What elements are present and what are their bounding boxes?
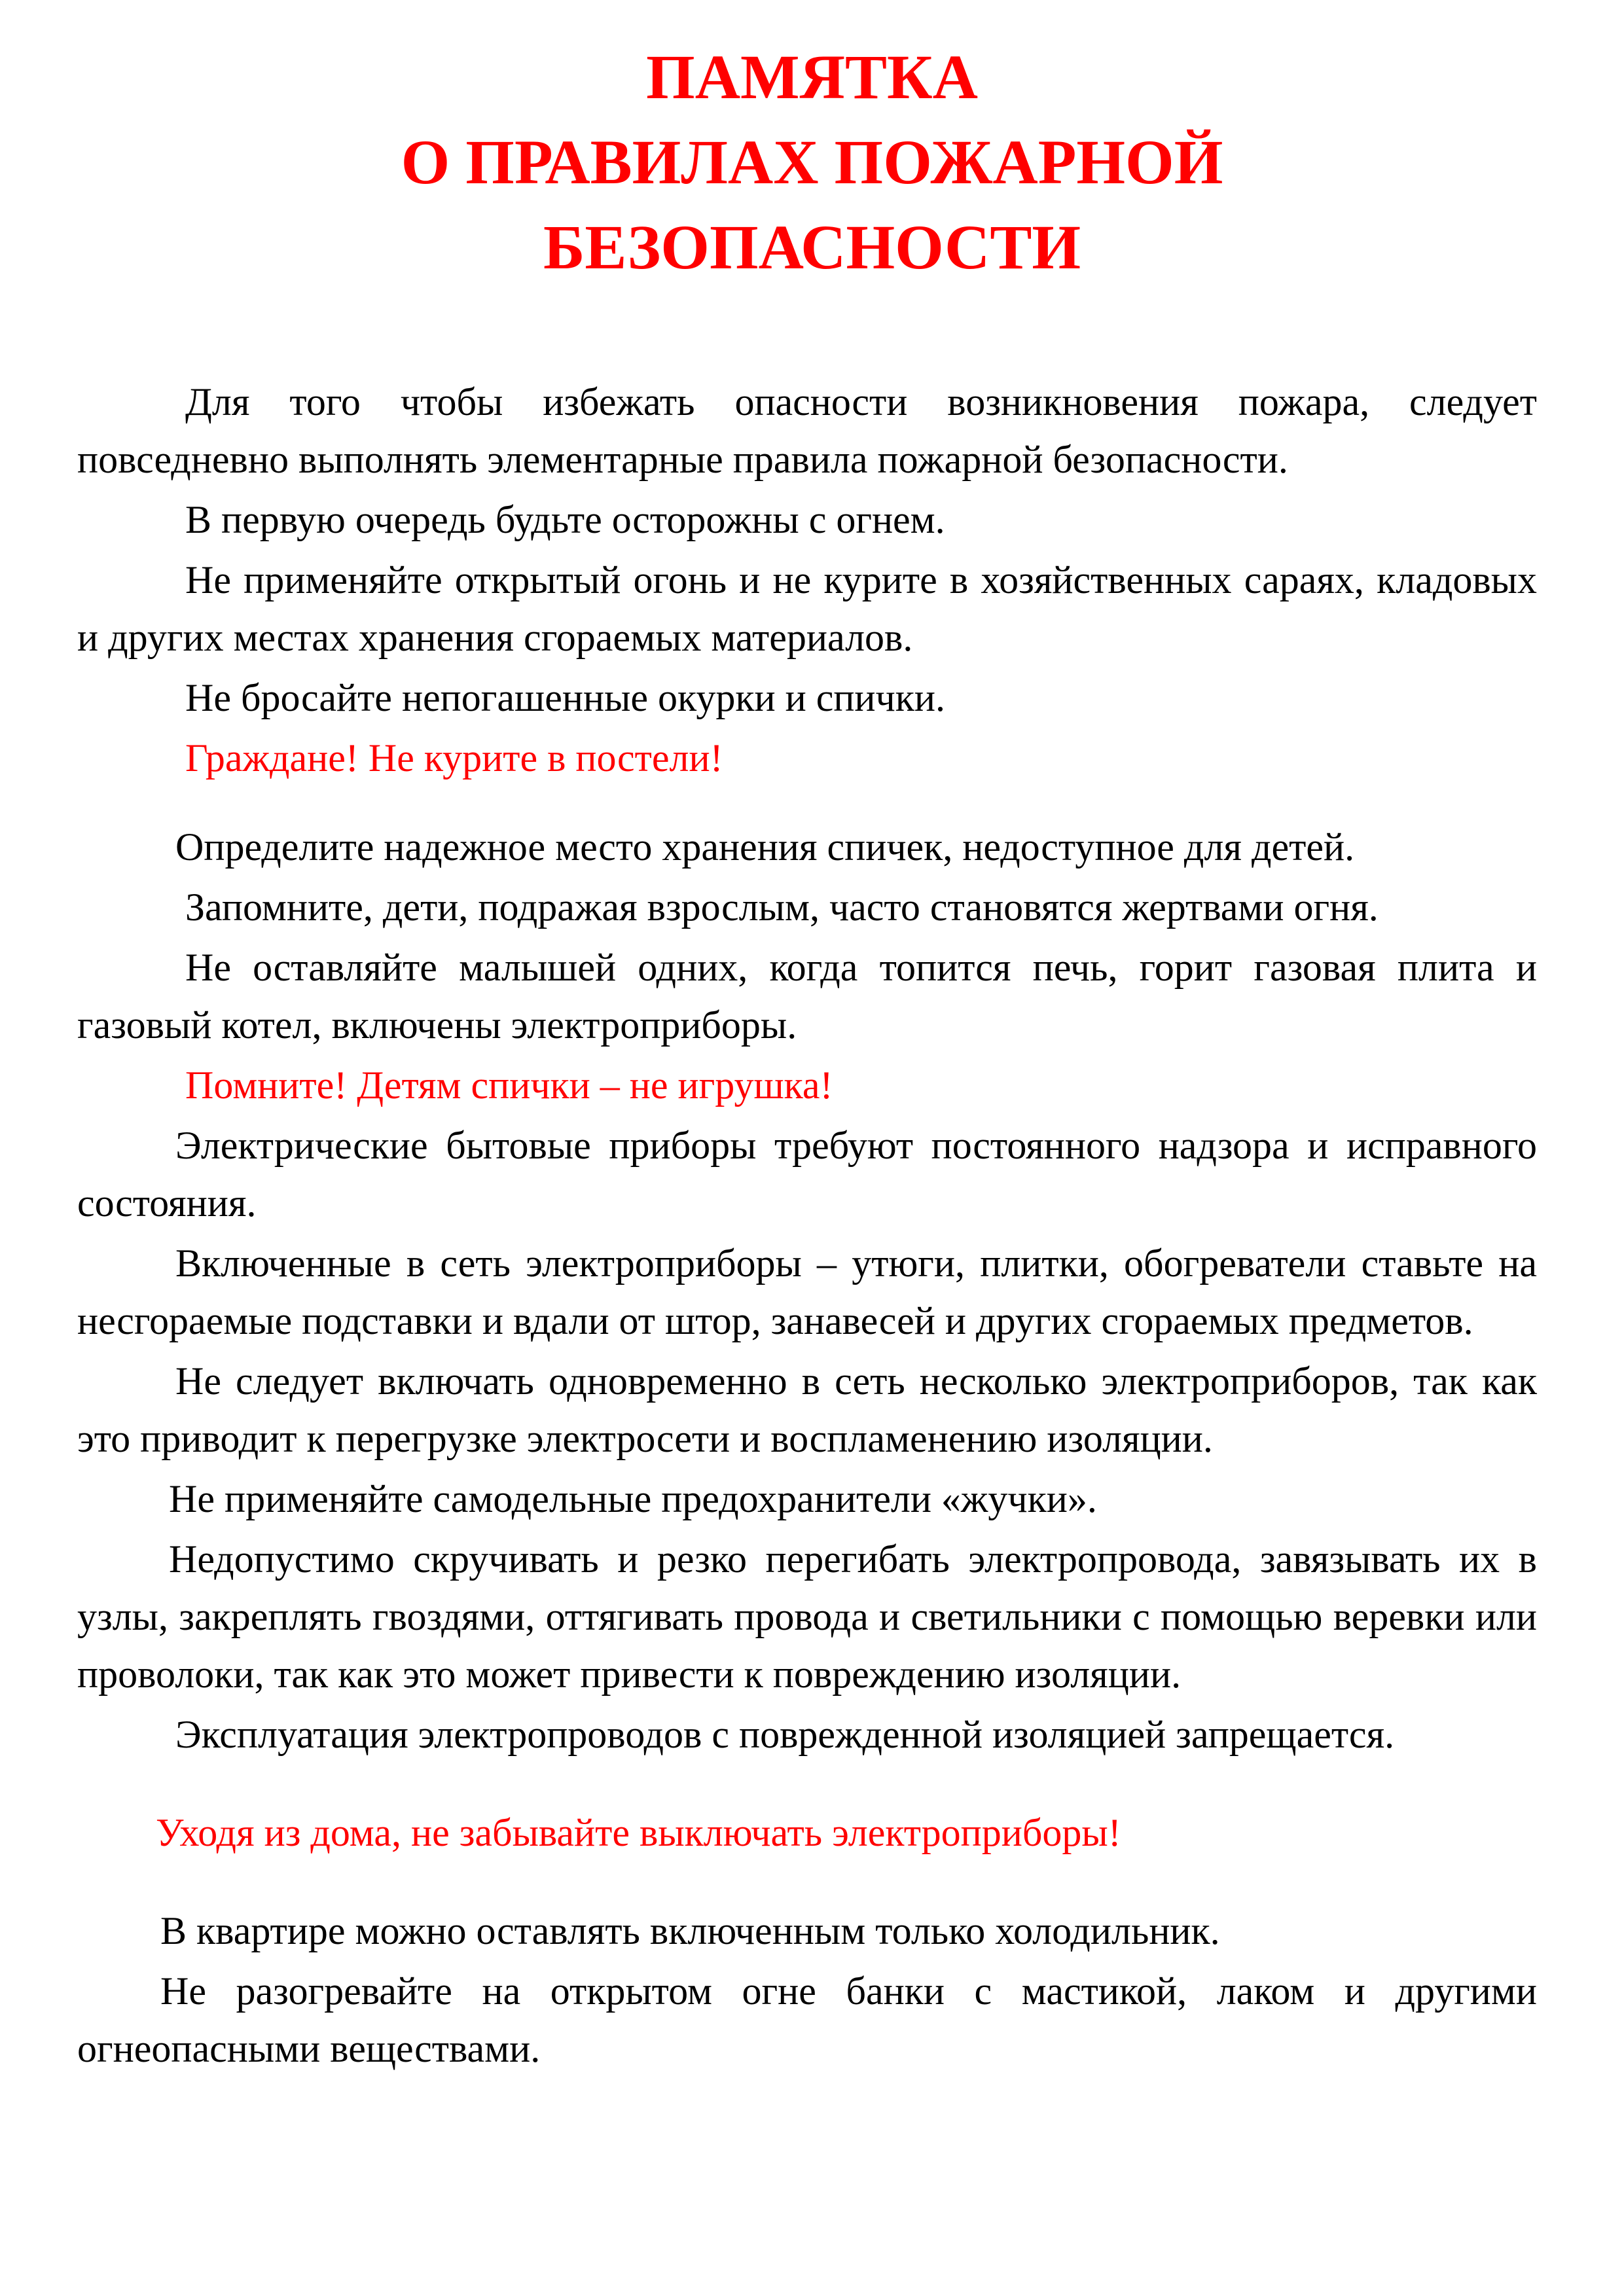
paragraph-wire-handling: Недопустимо скручивать и резко перегибать электропровода, завязывать их в узлы, закреплять гвоздями, оттягивать провода и светильники с помощью веревки или проволоки, так как это может привести к повреждению изоляции.: [77, 1537, 1537, 1696]
paragraph-butts-matches: Не бросайте непогашенные окурки и спички.: [185, 676, 945, 719]
paragraph-appliances-supervision: Электрические бытовые приборы требуют постоянного надзора и исправного состояния.: [77, 1124, 1537, 1225]
paragraph-no-open-fire: Не применяйте открытый огонь и не курите в хозяйственных сараях, кладовых и других местах хранения сгораемых материалов.: [77, 558, 1537, 659]
paragraph-only-fridge: В квартире можно оставлять включенным только холодильник.: [160, 1909, 1220, 1952]
paragraph-no-homemade-fuses: Не применяйте самодельные предохранители «жучки».: [169, 1477, 1097, 1520]
paragraph-appliances-stands: Включенные в сеть электроприборы – утюги, плитки, обогреватели ставьте на несгораемые подставки и вдали от штор, занавесей и других сгораемых предметов.: [77, 1242, 1537, 1342]
paragraph-match-storage: Определите надежное место хранения спичек, недоступное для детей.: [175, 825, 1355, 869]
paragraph-no-heating-cans: Не разогревайте на открытом огне банки с мастикой, лаком и другими огнеопасными веществами.: [77, 1969, 1537, 2070]
paragraph-overload: Не следует включать одновременно в сеть несколько электроприборов, так как это приводит к перегрузке электросети и воспламенению изоляции.: [77, 1359, 1537, 1460]
paragraph-damaged-wires: Эксплуатация электропроводов с поврежденной изоляцией запрещается.: [175, 1713, 1395, 1756]
paragraph-dont-leave-kids: Не оставляйте малышей одних, когда топится печь, горит газовая плита и газовый котел, включены электроприборы.: [77, 946, 1537, 1047]
paragraph-careful-fire: В первую очередь будьте осторожны с огнем.: [185, 498, 945, 541]
warning-matches-not-toy: Помните! Детям спички – не игрушка!: [185, 1064, 833, 1107]
paragraph-children-imitate: Запомните, дети, подражая взрослым, часто становятся жертвами огня.: [185, 886, 1379, 929]
paragraph-intro: Для того чтобы избежать опасности возникновения пожара, следует повседневно выполнять элементарные правила пожарной безопасности.: [77, 380, 1537, 481]
warning-turn-off-appliances: Уходя из дома, не забывайте выключать электроприборы!: [156, 1811, 1121, 1854]
title-line-2: О ПРАВИЛАХ ПОЖАРНОЙ: [401, 127, 1223, 197]
document-body: [77, 373, 1537, 2077]
warning-no-smoking-bed: Граждане! Не курите в постели!: [185, 736, 723, 780]
title-line-1: ПАМЯТКА: [646, 42, 978, 112]
title-line-3: БЕЗОПАСНОСТИ: [543, 212, 1081, 282]
